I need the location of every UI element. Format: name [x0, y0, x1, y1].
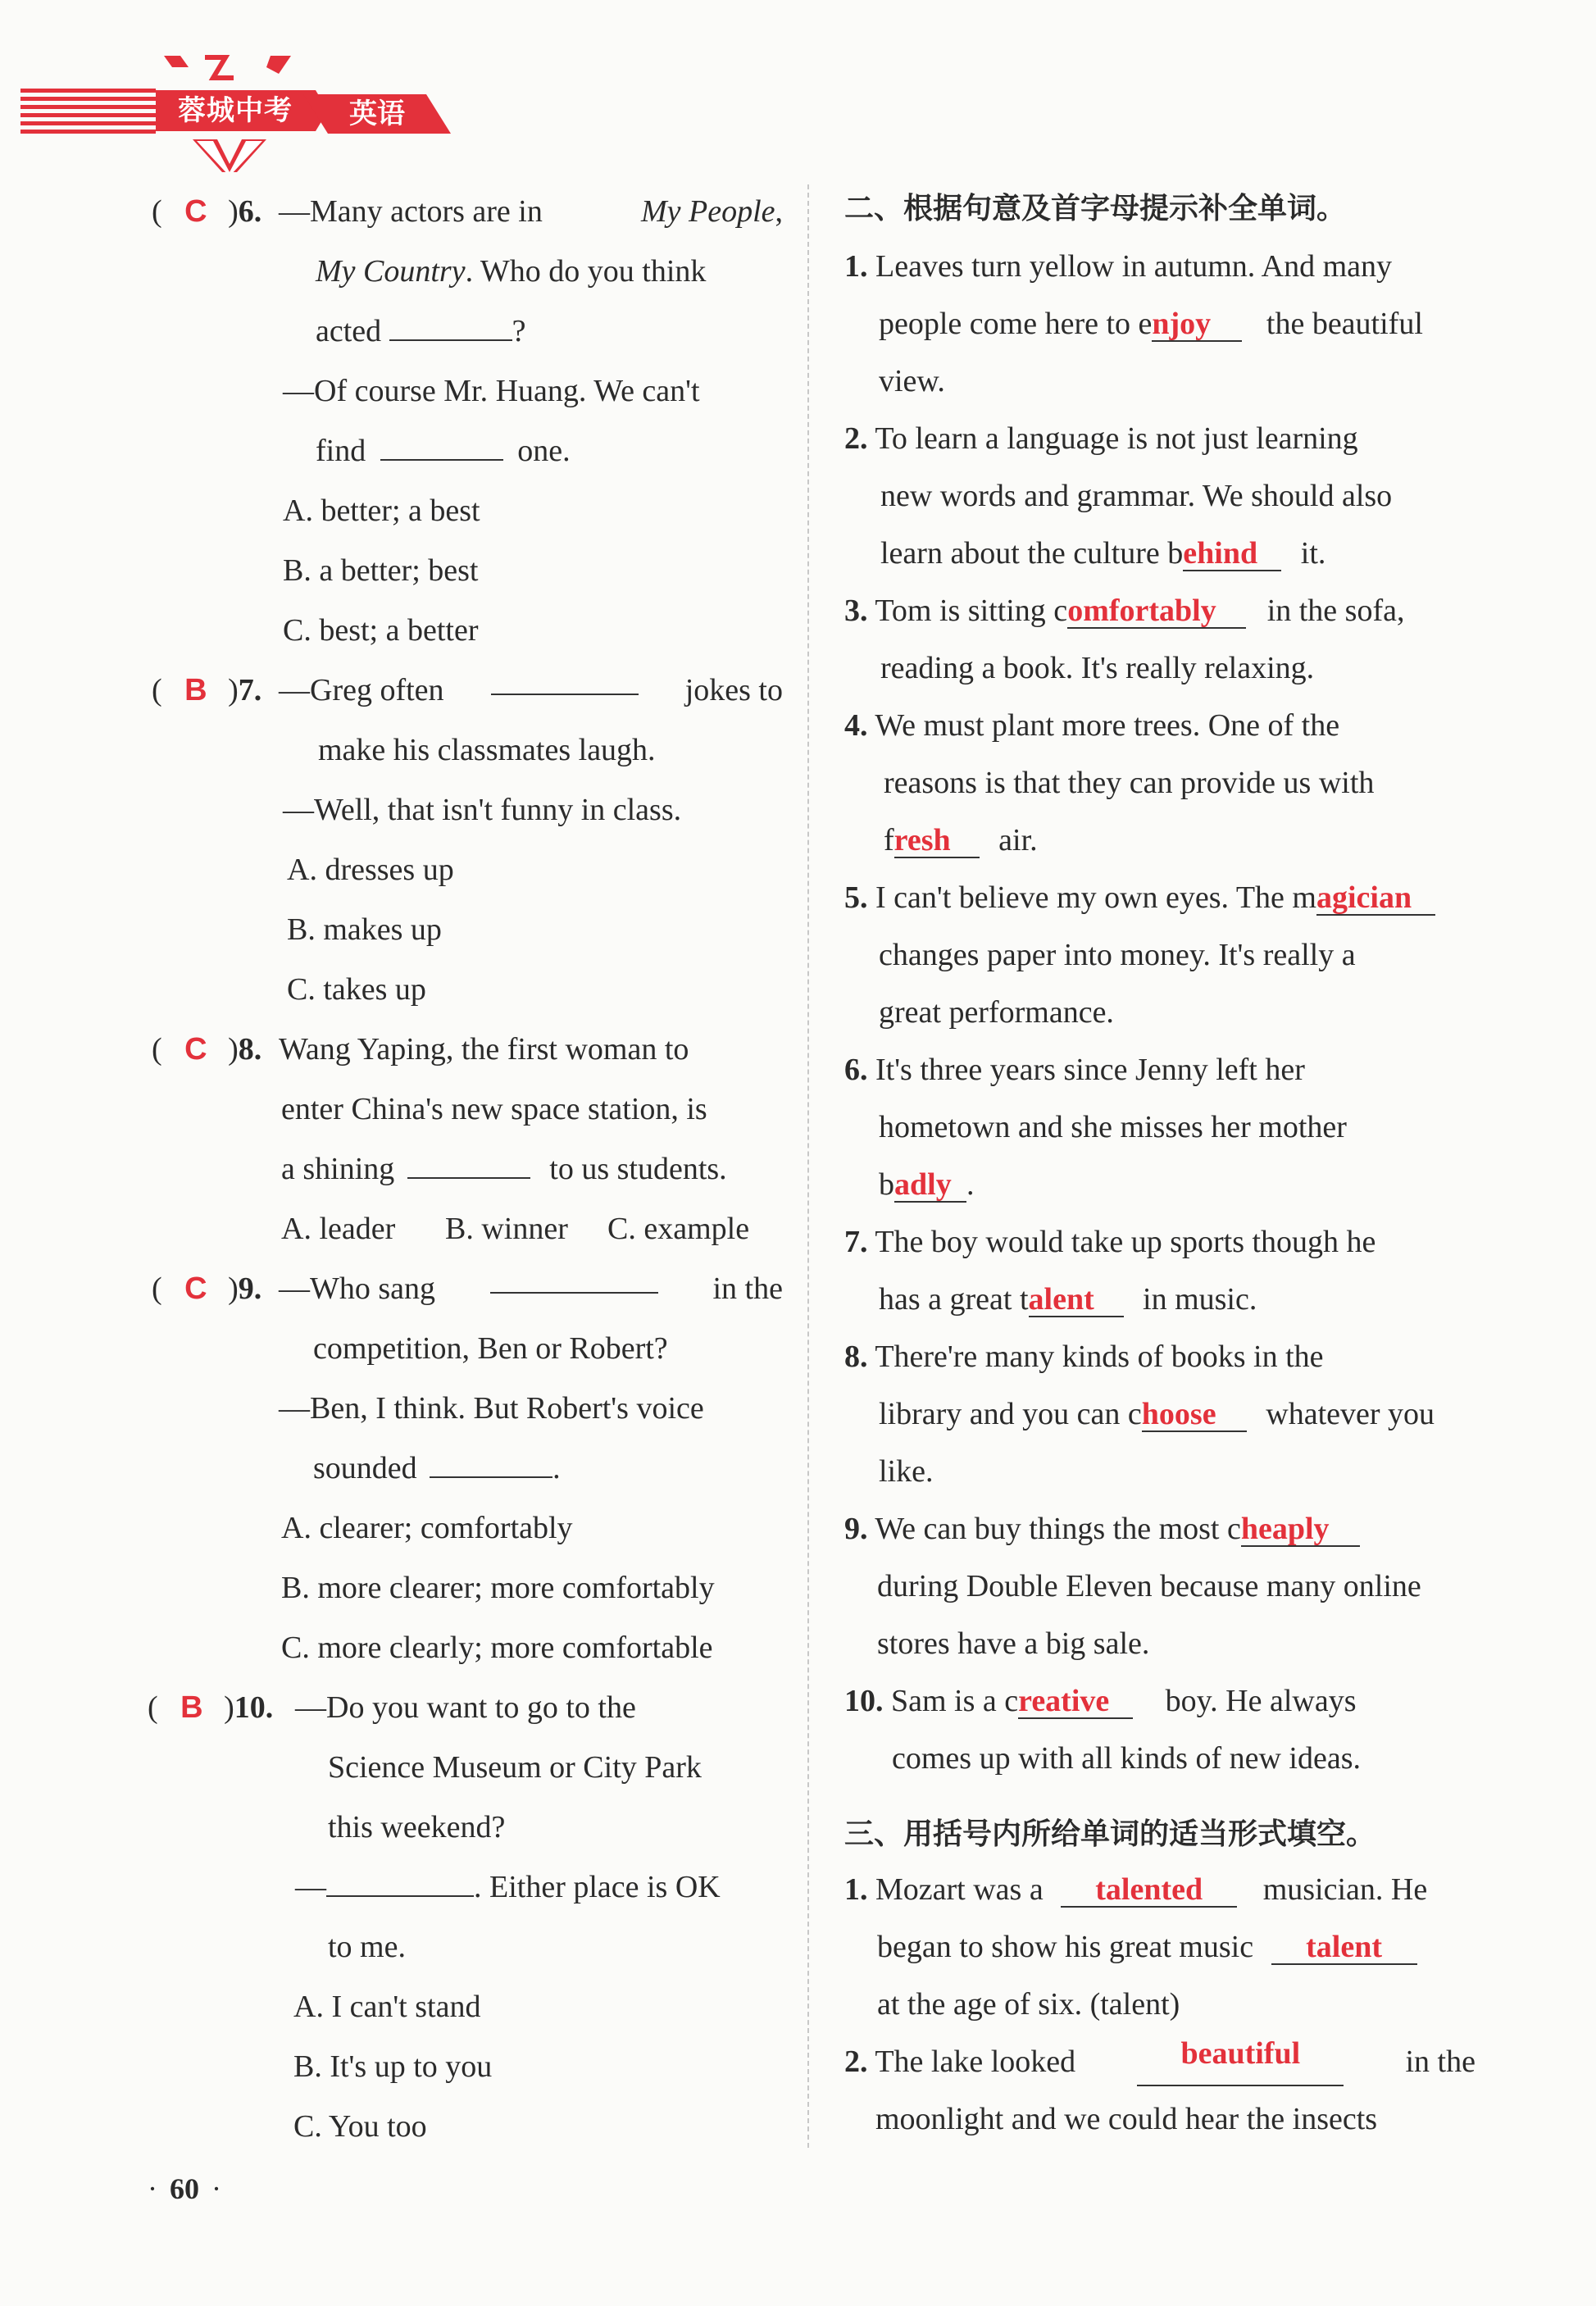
column-divider	[807, 184, 809, 2148]
answer-blank	[1152, 307, 1242, 342]
answer-blank	[1142, 1398, 1247, 1432]
answer-blank	[1067, 594, 1246, 629]
answer-blank	[894, 1168, 966, 1203]
answer-text: reative	[1018, 1684, 1110, 1718]
question-number: 9.	[238, 1271, 262, 1306]
answer-choice: B	[184, 673, 207, 707]
answer-text: agician	[1316, 880, 1412, 915]
answer-blank	[380, 431, 503, 461]
answer-choice: C	[184, 194, 207, 229]
option-b: B. a better; best	[283, 553, 479, 588]
option-b: B. It's up to you	[293, 2049, 493, 2084]
answer-blank	[389, 312, 512, 341]
option-c: C. best; a better	[283, 613, 479, 648]
answer-blank	[491, 666, 639, 695]
answer-blank	[1241, 1512, 1360, 1547]
question-number: 7.	[238, 673, 262, 707]
answer-blank	[326, 1867, 474, 1897]
answer-text: talented	[1095, 1872, 1203, 1907]
option-a: A. leader	[281, 1212, 396, 1246]
answer-text: beautiful	[1180, 2036, 1301, 2071]
page-number: · 60 ·	[148, 2172, 221, 2205]
question-number: 10.	[234, 1690, 274, 1725]
answer-text: omfortably	[1067, 594, 1216, 628]
option-a: A. dresses up	[287, 853, 454, 887]
option-c: C. example	[607, 1212, 750, 1246]
answer-text: njoy	[1152, 307, 1212, 341]
answer-text: ehind	[1183, 536, 1258, 571]
answer-text: talent	[1306, 1930, 1383, 1964]
answer-blank	[894, 824, 980, 858]
question-number: 8.	[238, 1032, 262, 1067]
section-2-title: 二、根据句意及首字母提示补全单词。	[844, 192, 1347, 225]
answer-blank	[430, 1449, 552, 1478]
option-b: B. more clearer; more comfortably	[281, 1571, 715, 1605]
option-c: C. You too	[293, 2109, 427, 2144]
answer-choice: B	[180, 1690, 203, 1725]
header-brand: 蓉城中考	[178, 94, 293, 127]
answer-blank	[1271, 1931, 1417, 1965]
answer-paren: (	[152, 194, 162, 229]
header	[20, 49, 463, 172]
answer-blank	[1029, 1283, 1124, 1317]
option-c: C. takes up	[287, 972, 426, 1007]
answer-text: hoose	[1141, 1397, 1216, 1431]
header-subject: 英语	[349, 98, 405, 130]
answer-blank	[1183, 537, 1281, 571]
option-b: B. winner	[445, 1212, 568, 1246]
option-c: C. more clearly; more comfortable	[281, 1631, 713, 1665]
option-b: B. makes up	[287, 912, 442, 947]
answer-blank	[1061, 1873, 1237, 1908]
answer-blank	[1018, 1685, 1133, 1719]
answer-text: alent	[1028, 1282, 1094, 1317]
answer-blank	[407, 1149, 530, 1179]
answer-blank	[1137, 2037, 1344, 2086]
option-a: A. clearer; comfortably	[281, 1511, 573, 1545]
option-a: A. I can't stand	[293, 1990, 481, 2024]
answer-blank	[1316, 881, 1435, 916]
answer-text: heaply	[1240, 1512, 1330, 1546]
answer-choice: C	[184, 1271, 207, 1306]
section-3-title: 三、用括号内所给单词的适当形式填空。	[844, 1817, 1376, 1851]
question-number: 6.	[238, 194, 262, 229]
answer-text: resh	[893, 823, 951, 857]
option-a: A. better; a best	[283, 493, 480, 528]
answer-choice: C	[184, 1032, 207, 1067]
answer-blank	[490, 1264, 658, 1294]
answer-text: adly	[894, 1167, 952, 1202]
